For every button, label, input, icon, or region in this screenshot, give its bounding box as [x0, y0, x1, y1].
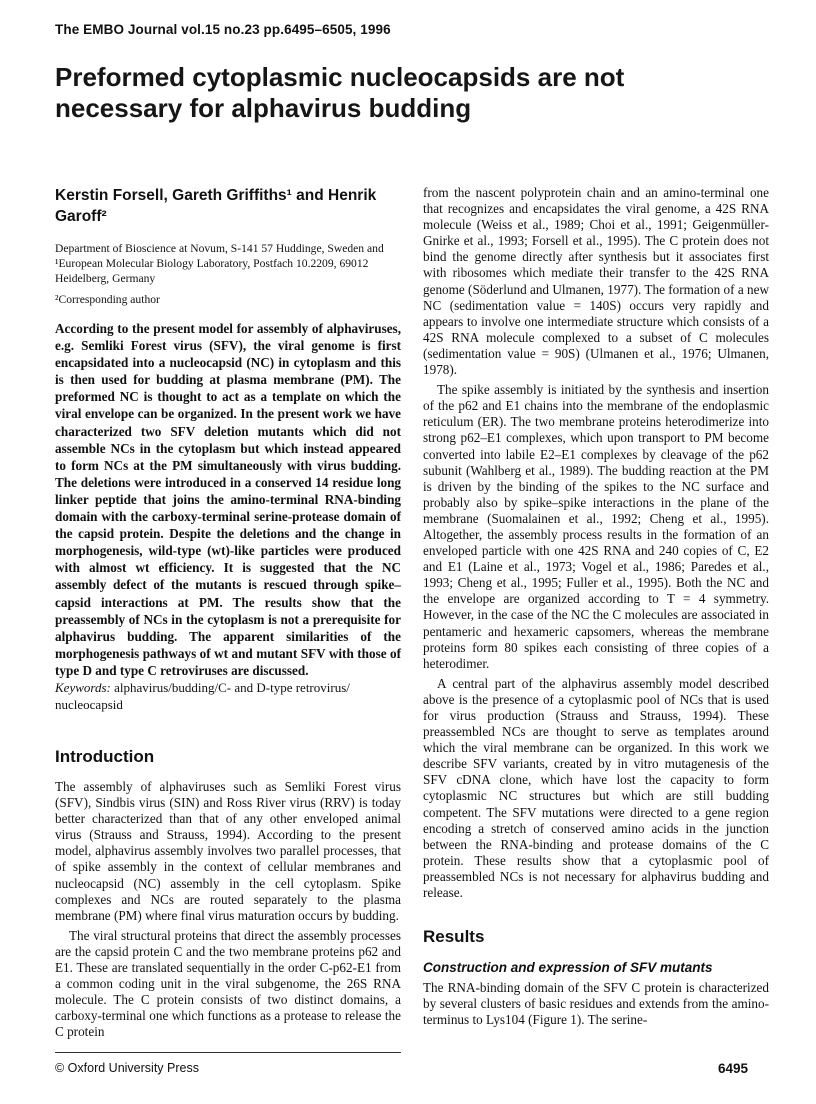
publisher-notice: © Oxford University Press [55, 1061, 199, 1075]
results-paragraph-1: The RNA-binding domain of the SFV C protein is characterized by several clusters of basic residues and extends from the amino-terminus to Lys104 (Figure 1). The serine- [423, 980, 769, 1028]
left-column [55, 185, 401, 1044]
right-paragraph-3: A central part of the alphavirus assembly model described above is the presence of a cytoplasmic pool of NCs that is used for virus production (Strauss and Strauss, 1994). These preassembled NCs are thought to serve as templates around which the viral membrane can be organized. In this work we describe SFV variants, created by in vitro mutagenesis of the SFV cDNA clone, which have lost the capacity to form cytoplasmic NC structures but which are still budding competent. The SFV mutations were directed to a gene region encoding a stretch of conserved amino acids in the junction between the RNA-binding and protease domains of the C protein. These results show that a cytoplasmic pool of preassembled NCs is not necessary for alphavirus budding and release. [423, 675, 769, 901]
page-number: 6495 [718, 1061, 749, 1076]
article-title: Preformed cytoplasmic nucleocapsids are not necessary for alphavirus budding [55, 62, 625, 123]
results-heading: Results [423, 927, 485, 947]
keywords [55, 679, 401, 713]
right-column [423, 185, 769, 1032]
journal-header: The EMBO Journal vol.15 no.23 pp.6495–6505, 1996 [55, 22, 391, 37]
abstract: According to the present model for assembly of alphaviruses, e.g. Semliki Forest virus (SFV), the viral genome is first encapsidated into a nucleocapsid (NC) in cytoplasm and this is then used for budding at plasma membrane (PM). The preformed NC is thought to act as a template on which the viral envelope can be organized. In the present work we have characterized two SFV deletion mutants which did not assemble NCs in the cytoplasm but which instead appeared to form NCs at the PM simultaneously with virus budding. The deletions were introduced in a conserved 14 residue long linker peptide that joins the amino-terminal RNA-binding domain with the carboxy-terminal serine-protease domain of the capsid protein. Despite the deletions and the change in morphogenesis, wild-type (wt)-like particles were produced with almost wt efficiency. It is suggested that the NC assembly defect of the mutants is rescued through spike–capsid interactions at PM. The results show that the preassembly of NCs in the cytoplasm is not a prerequisite for alphavirus budding. The apparent similarities of the morphogenesis pathways of wt and mutant SFV with those of type D and type C retroviruses are discussed. [55, 321, 401, 678]
author-list: Kerstin Forsell, Gareth Griffiths¹ and Henrik Garoff² [55, 187, 377, 225]
affiliation: Department of Bioscience at Novum, S-141 57 Huddinge, Sweden and ¹European Molecular Biology Laboratory, Postfach 10.2209, 69012 Heidelberg, Germany [55, 242, 384, 285]
footer-rule [55, 1052, 401, 1053]
keywords-text: alphavirus/budding/C- and D-type retrovirus/ nucleocapsid [55, 679, 350, 712]
intro-paragraph-1: The assembly of alphaviruses such as Semliki Forest virus (SFV), Sindbis virus (SIN) and Ross River virus (RRV) is today better characterized than that of any other enveloped animal virus (Strauss and Strauss, 1994). According to the present model, alphavirus assembly involves two parallel processes, that of spike assembly in the context of cellular membranes and nucleocapsid (NC) assembly in the cell cytoplasm. Spike complexes and NCs are routed separately to the plasma membrane (PM) where final virus maturation occurs by budding. [55, 778, 401, 923]
introduction-heading: Introduction [55, 746, 155, 766]
results-subheading: Construction and expression of SFV mutants [423, 960, 713, 976]
intro-paragraph-2: The viral structural proteins that direct the assembly processes are the capsid protein C and the two membrane proteins p62 and E1. These are translated sequentially in the order C-p62-E1 from a common coding unit in the viral subgenome, the 26S RNA molecule. The C protein consists of two distinct domains, a carboxy-terminal one which functions as a protease to release the C protein [55, 927, 401, 1040]
corresponding-author-note: ²Corresponding author [55, 293, 160, 306]
keywords-label: Keywords: [55, 679, 111, 695]
right-paragraph-1: from the nascent polyprotein chain and an amino-terminal one that recognizes and encapsidates the viral genome, a 42S RNA molecule (Weiss et al., 1989; Choi et al., 1991; Geigenmüller-Gnirke et al., 1993; Forsell et al., 1995). The C protein does not bind the genome directly after synthesis but it associates first with ribosomes which mediate their transfer to the 42S RNA genome (Söderlund and Ulmanen, 1977). The formation of a new NC (sedimentation value = 140S) occurs very rapidly and appears to involve one intermediate structure which consists of a 42S RNA molecule complexed to a subset of C molecules (sedimentation value = 90S) (Ulmanen et al., 1976; Ulmanen, 1978). [423, 185, 769, 378]
right-paragraph-2: The spike assembly is initiated by the synthesis and insertion of the p62 and E1 chains into the membrane of the endoplasmic reticulum (ER). The two membrane proteins heterodimerize into strong p62–E1 complexes, which upon transport to PM become converted into labile E2–E1 complexes by cleavage of the p62 subunit (Wahlberg et al., 1989). The budding reaction at the PM is driven by the binding of the spikes to the NC surface and probably also by spike–spike interactions in the plane of the membrane (Suomalainen et al., 1992; Cheng et al., 1995). Altogether, the assembly process results in the formation of an enveloped particle with one 42S RNA and 240 copies of C, E2 and E1 (Laine et al., 1973; Vogel et al., 1986; Paredes et al., 1993; Cheng et al., 1995; Fuller et al., 1995). Both the NC and the envelope are organized according to T = 4 symmetry. However, in the case of the NC the C molecules are associated in pentameric and hexameric capsomers, whereas the membrane proteins form 80 spikes each consisting of three copies of a heterodimer. [423, 382, 769, 671]
